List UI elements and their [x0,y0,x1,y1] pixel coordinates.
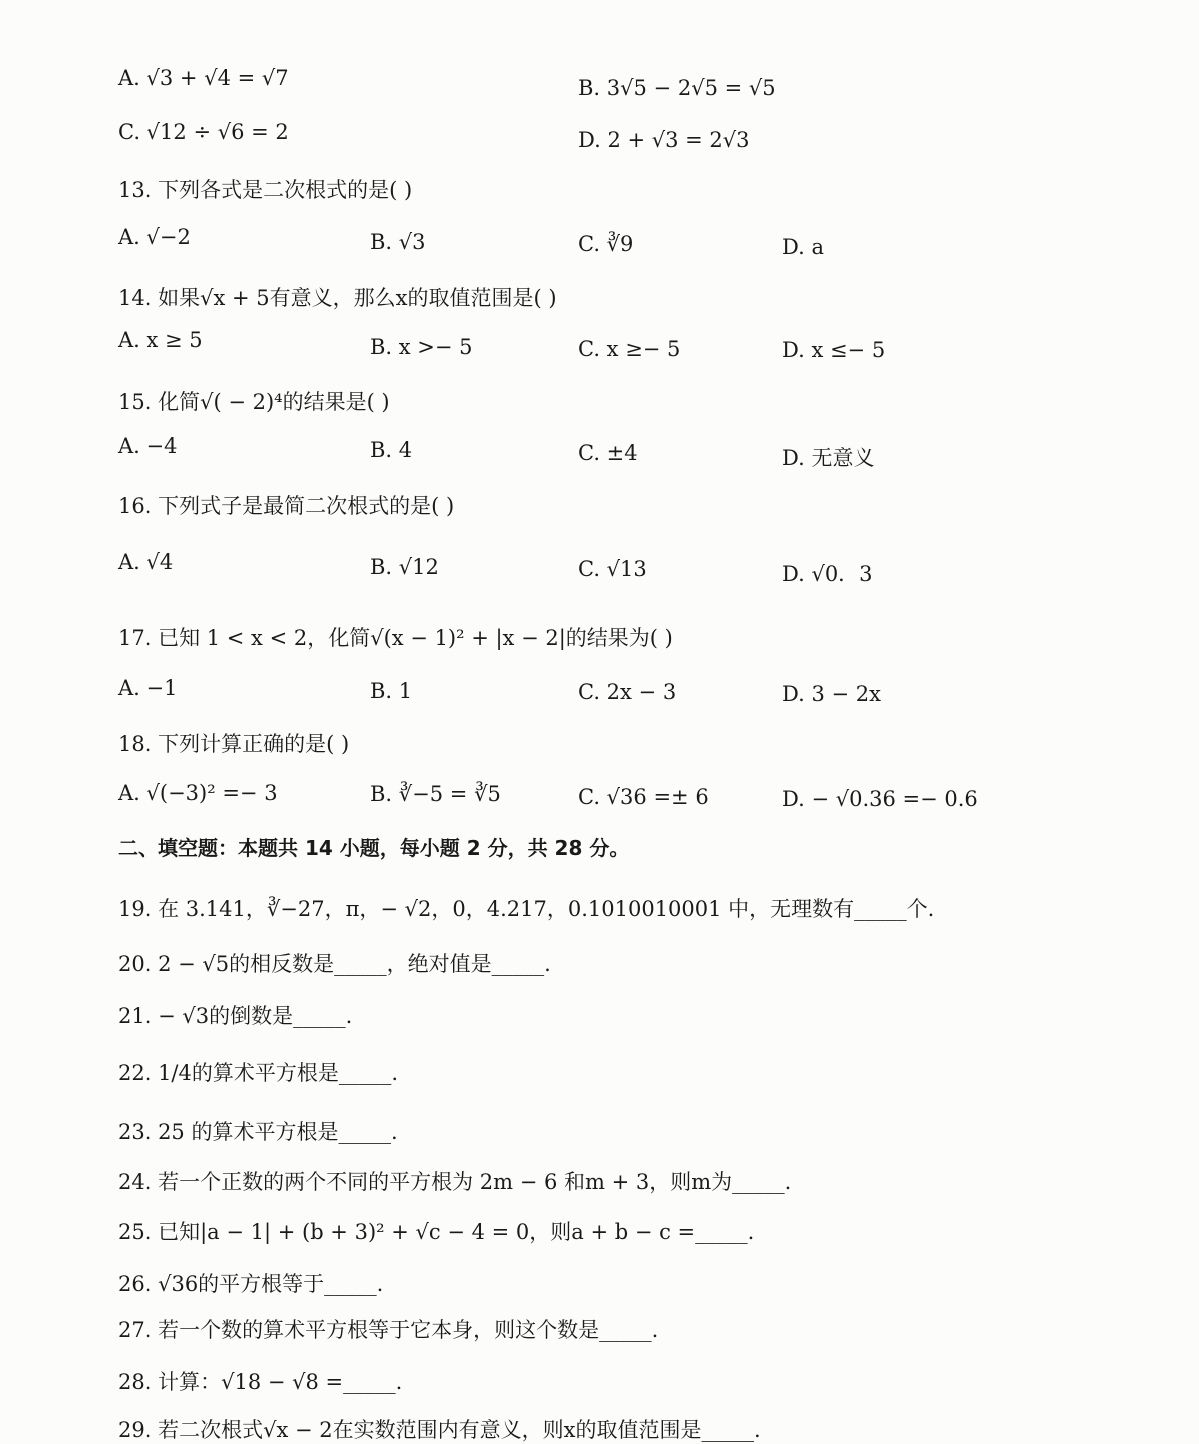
question-15-option-a: A. −4 [118,434,178,458]
question-26: 26. √36的平方根等于_____. [118,1272,384,1296]
question-25: 25. 已知|a − 1| + (b + 3)² + √c − 4 = 0，则a + b − c =_____. [118,1220,755,1244]
question-16-option-c: C. √13 [578,557,647,581]
question-23: 23. 25 的算术平方根是_____. [118,1120,398,1144]
question-21: 21. − √3的倒数是_____. [118,1004,353,1028]
question-13-option-c: C. ∛9 [578,232,634,256]
question-14-option-d: D. x ≤− 5 [782,338,886,362]
question-14-stem: 14. 如果√x + 5有意义，那么x的取值范围是( ) [118,286,557,310]
question-13-option-d: D. a [782,235,824,259]
question-15-option-c: C. ±4 [578,441,638,465]
prev-option-c: C. √12 ÷ √6 = 2 [118,120,289,144]
question-19: 19. 在 3.141，∛−27，π，− √2，0，4.217，0.1010010001 中，无理数有_____个. [118,897,935,921]
question-14-option-c: C. x ≥− 5 [578,337,681,361]
question-16-option-b: B. √12 [370,555,439,579]
question-18-option-b: B. ∛−5 = ∛5 [370,782,501,806]
question-14-option-a: A. x ≥ 5 [118,328,203,352]
question-29: 29. 若二次根式√x − 2在实数范围内有意义，则x的取值范围是_____. [118,1418,761,1442]
question-16-stem: 16. 下列式子是最简二次根式的是( ) [118,494,455,518]
question-15-option-d: D. 无意义 [782,446,875,470]
question-22: 22. 1/4的算术平方根是_____. [118,1061,399,1085]
question-27: 27. 若一个数的算术平方根等于它本身，则这个数是_____. [118,1318,659,1342]
question-15-option-b: B. 4 [370,438,413,462]
question-18-option-d: D. − √0.36 =− 0.6 [782,787,978,811]
question-16-option-a: A. √4 [118,550,174,574]
section-heading-fill-in: 二、填空题：本题共 14 小题，每小题 2 分，共 28 分。 [118,836,630,860]
question-18-option-a: A. √(−3)² =− 3 [118,781,278,805]
question-16-option-d: D. √0．3 [782,562,873,586]
prev-option-b: B. 3√5 − 2√5 = √5 [578,76,776,100]
question-14-option-b: B. x >− 5 [370,335,473,359]
question-13-stem: 13. 下列各式是二次根式的是( ) [118,178,413,202]
prev-option-a: A. √3 + √4 = √7 [118,66,289,90]
question-17-option-c: C. 2x − 3 [578,680,677,704]
question-17-option-b: B. 1 [370,679,413,703]
question-28: 28. 计算：√18 − √8 =_____. [118,1370,403,1394]
question-18-option-c: C. √36 =± 6 [578,785,709,809]
prev-option-d: D. 2 + √3 = 2√3 [578,128,750,152]
question-20: 20. 2 − √5的相反数是_____，绝对值是_____. [118,952,551,976]
question-15-stem: 15. 化简√( − 2)⁴的结果是( ) [118,390,390,414]
question-17-option-d: D. 3 − 2x [782,682,881,706]
question-17-option-a: A. −1 [118,676,178,700]
question-24: 24. 若一个正数的两个不同的平方根为 2m − 6 和m + 3，则m为_____. [118,1170,792,1194]
question-13-option-a: A. √−2 [118,225,191,249]
question-17-stem: 17. 已知 1 < x < 2，化简√(x − 1)² + |x − 2|的结果为( ) [118,626,673,650]
question-13-option-b: B. √3 [370,230,426,254]
question-18-stem: 18. 下列计算正确的是( ) [118,732,350,756]
